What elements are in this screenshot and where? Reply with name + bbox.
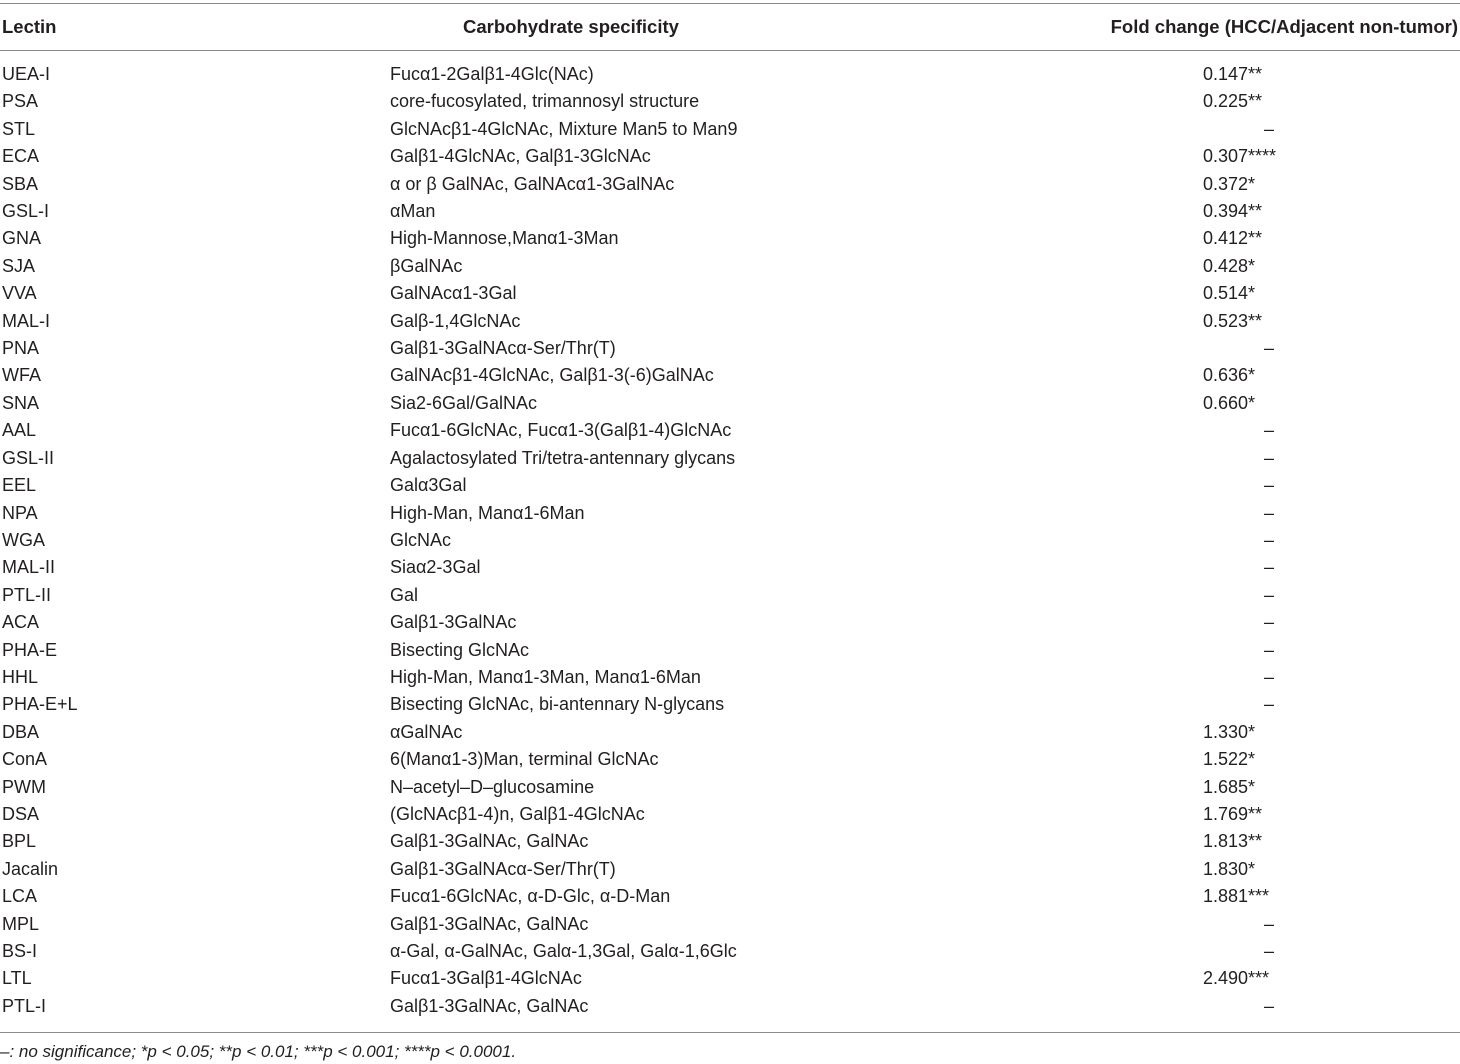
cell-specificity: Galβ1-3GalNAc, GalNAc	[390, 831, 589, 852]
cell-lectin: PTL-I	[2, 995, 47, 1016]
cell-fold-change: 0.514*	[1203, 283, 1256, 304]
cell-lectin: PNA	[2, 338, 40, 359]
table-header-rule	[0, 50, 1460, 51]
cell-specificity: High-Man, Manα1-3Man, Manα1-6Man	[390, 666, 701, 687]
table-row	[0, 308, 1460, 335]
cell-specificity: High-Mannose,Manα1-3Man	[390, 228, 619, 249]
table-row	[0, 965, 1460, 992]
cell-lectin: DSA	[2, 803, 40, 824]
cell-fold-change: 0.372*	[1203, 173, 1256, 194]
cell-fold-change: 0.394**	[1203, 201, 1263, 222]
cell-lectin: DBA	[2, 721, 40, 742]
table-row	[0, 609, 1460, 636]
cell-lectin: SBA	[2, 173, 39, 194]
cell-lectin: BS-I	[2, 941, 38, 961]
cell-specificity: Galβ-1,4GlcNAc	[390, 310, 521, 331]
cell-lectin: PTL-II	[2, 584, 52, 605]
cell-specificity: GalNAcβ1-4GlcNAc, Galβ1-3(-6)GalNAc	[390, 365, 714, 386]
cell-lectin: SJA	[2, 255, 36, 276]
cell-fold-change: 0.660*	[1203, 392, 1256, 413]
cell-specificity: Galβ1-4GlcNAc, Galβ1-3GlcNAc	[390, 146, 651, 167]
cell-lectin: ConA	[2, 749, 48, 770]
cell-fold-change: –	[1264, 338, 1275, 359]
cell-lectin: MAL-II	[2, 557, 56, 578]
cell-specificity: Fucα1-3Galβ1-4GlcNAc	[390, 968, 582, 989]
cell-fold-change: –	[1264, 612, 1275, 633]
table-row	[0, 774, 1460, 801]
cell-lectin: GNA	[2, 228, 42, 249]
table-row	[0, 171, 1460, 198]
cell-specificity: GalNAcα1-3Gal	[390, 283, 517, 304]
cell-specificity: Bisecting GlcNAc	[390, 639, 530, 660]
cell-lectin: ECA	[2, 146, 40, 167]
table-row	[0, 143, 1460, 170]
cell-specificity: Gal	[390, 584, 419, 605]
cell-specificity: Galβ1-3GalNAc, GalNAc	[390, 913, 589, 934]
table-row	[0, 61, 1460, 88]
header-lectin: Lectin	[2, 16, 57, 37]
table-row	[0, 198, 1460, 225]
cell-lectin: EEL	[2, 475, 37, 496]
cell-specificity: (GlcNAcβ1-4)n, Galβ1-4GlcNAc	[390, 803, 645, 824]
table-row	[0, 856, 1460, 883]
cell-lectin: PWM	[2, 776, 46, 797]
cell-fold-change: –	[1264, 995, 1275, 1016]
header-carbohydrate-specificity: Carbohydrate specificity	[463, 16, 679, 37]
cell-specificity: High-Man, Manα1-6Man	[390, 502, 585, 523]
table-row	[0, 362, 1460, 389]
table-row	[0, 417, 1460, 444]
cell-specificity: Fucα1-6GlcNAc, Fucα1-3(Galβ1-4)GlcNAc	[390, 420, 732, 441]
cell-fold-change: 0.307****	[1203, 146, 1277, 167]
cell-lectin: LCA	[2, 886, 38, 907]
table-row	[0, 883, 1460, 910]
cell-fold-change: 0.636*	[1203, 365, 1256, 386]
cell-fold-change: –	[1264, 529, 1275, 550]
table-row	[0, 938, 1460, 965]
table-row	[0, 582, 1460, 609]
table-row	[0, 691, 1460, 718]
cell-lectin: PSA	[2, 91, 39, 112]
cell-specificity: Fucα1-6GlcNAc, α-D-Glc, α-D-Man	[390, 886, 671, 907]
cell-fold-change: –	[1264, 118, 1275, 139]
cell-fold-change: 0.147**	[1203, 64, 1263, 84]
cell-specificity: Galβ1-3GalNAcα-Ser/Thr(T)	[390, 338, 616, 359]
cell-lectin: GSL-I	[2, 201, 50, 222]
cell-fold-change: 1.881***	[1203, 886, 1270, 907]
cell-fold-change: –	[1264, 694, 1275, 715]
cell-lectin: MPL	[2, 913, 40, 934]
cell-fold-change: –	[1264, 666, 1275, 687]
cell-lectin: MAL-I	[2, 310, 51, 331]
table-row	[0, 116, 1460, 143]
cell-fold-change: 1.522*	[1203, 749, 1256, 770]
cell-fold-change: –	[1264, 475, 1275, 496]
cell-fold-change: 1.830*	[1203, 858, 1256, 879]
table-row	[0, 500, 1460, 527]
cell-specificity: Galβ1-3GalNAc	[390, 612, 517, 633]
cell-lectin: PHA-E	[2, 639, 58, 660]
table-header	[0, 3, 1460, 50]
cell-fold-change: 0.412**	[1203, 228, 1263, 249]
cell-lectin: STL	[2, 118, 36, 139]
cell-fold-change: 2.490***	[1203, 968, 1270, 989]
cell-fold-change: –	[1264, 420, 1275, 441]
table-row	[0, 335, 1460, 362]
cell-specificity: Sia2-6Gal/GalNAc	[390, 392, 538, 413]
table-row	[0, 801, 1460, 828]
cell-specificity: core-fucosylated, trimannosyl structure	[390, 91, 700, 112]
cell-fold-change: –	[1264, 639, 1275, 660]
table-row	[0, 746, 1460, 773]
cell-fold-change: 1.330*	[1203, 721, 1256, 742]
cell-fold-change: –	[1264, 913, 1275, 934]
cell-fold-change: –	[1264, 557, 1275, 578]
table-row	[0, 280, 1460, 307]
table-row	[0, 390, 1460, 417]
cell-lectin: BPL	[2, 831, 37, 852]
cell-specificity: α or β GalNAc, GalNAcα1-3GalNAc	[390, 173, 675, 194]
cell-specificity: αGalNAc	[390, 721, 463, 742]
cell-lectin: LTL	[2, 968, 32, 989]
cell-lectin: PHA-E+L	[2, 694, 78, 715]
cell-specificity: Galβ1-3GalNAc, GalNAc	[390, 995, 589, 1016]
table-row	[0, 88, 1460, 115]
cell-lectin: ACA	[2, 612, 40, 633]
cell-specificity: 6(Manα1-3)Man, terminal GlcNAc	[390, 749, 659, 770]
table-footnote: –: no significance; *p < 0.05; **p < 0.01; ***p < 0.001; ****p < 0.0001.	[0, 1042, 517, 1061]
table-row	[0, 828, 1460, 855]
cell-specificity: Agalactosylated Tri/tetra-antennary glycans	[390, 447, 736, 468]
table-row	[0, 225, 1460, 252]
cell-specificity: Siaα2-3Gal	[390, 557, 481, 578]
table-row	[0, 527, 1460, 554]
cell-fold-change: –	[1264, 447, 1275, 468]
cell-specificity: Bisecting GlcNAc, bi-antennary N-glycans	[390, 694, 725, 715]
cell-specificity: N–acetyl–D–glucosamine	[390, 776, 595, 797]
cell-specificity: Fucα1-2Galβ1-4Glc(NAc)	[390, 64, 594, 84]
cell-fold-change: 0.225**	[1203, 91, 1263, 112]
cell-specificity: GlcNAc	[390, 529, 452, 550]
cell-lectin: WFA	[2, 365, 41, 386]
cell-fold-change: –	[1264, 502, 1275, 523]
cell-fold-change: 1.685*	[1203, 776, 1256, 797]
cell-lectin: SNA	[2, 392, 40, 413]
cell-specificity: βGalNAc	[390, 255, 463, 276]
table-row	[0, 554, 1460, 581]
table-bottom-rule	[0, 1032, 1460, 1033]
header-fold-change: Fold change (HCC/Adjacent non-tumor)	[1110, 16, 1458, 37]
table-row	[0, 253, 1460, 280]
table-row	[0, 719, 1460, 746]
cell-lectin: WGA	[2, 529, 45, 550]
cell-specificity: Galβ1-3GalNAcα-Ser/Thr(T)	[390, 858, 616, 879]
cell-lectin: AAL	[2, 420, 37, 441]
cell-lectin: VVA	[2, 283, 37, 304]
cell-fold-change: –	[1264, 941, 1275, 961]
cell-fold-change: 0.428*	[1203, 255, 1256, 276]
cell-specificity: GlcNAcβ1-4GlcNAc, Mixture Man5 to Man9	[390, 118, 738, 139]
cell-specificity: Galα3Gal	[390, 475, 467, 496]
table-row	[0, 911, 1460, 938]
cell-specificity: α-Gal, α-GalNAc, Galα-1,3Gal, Galα-1,6Glc	[390, 941, 737, 961]
cell-lectin: HHL	[2, 666, 39, 687]
table-row	[0, 472, 1460, 499]
table-row	[0, 445, 1460, 472]
table-row	[0, 993, 1460, 1020]
table-row	[0, 637, 1460, 664]
table-row	[0, 664, 1460, 691]
cell-fold-change: 1.769**	[1203, 803, 1263, 824]
cell-lectin: NPA	[2, 502, 38, 523]
cell-fold-change: 1.813**	[1203, 831, 1263, 852]
table-body	[0, 61, 1460, 1020]
cell-fold-change: 0.523**	[1203, 310, 1263, 331]
cell-fold-change: –	[1264, 584, 1275, 605]
cell-lectin: UEA-I	[2, 64, 51, 84]
cell-lectin: GSL-II	[2, 447, 55, 468]
cell-specificity: αMan	[390, 201, 436, 222]
cell-lectin: Jacalin	[2, 858, 59, 879]
